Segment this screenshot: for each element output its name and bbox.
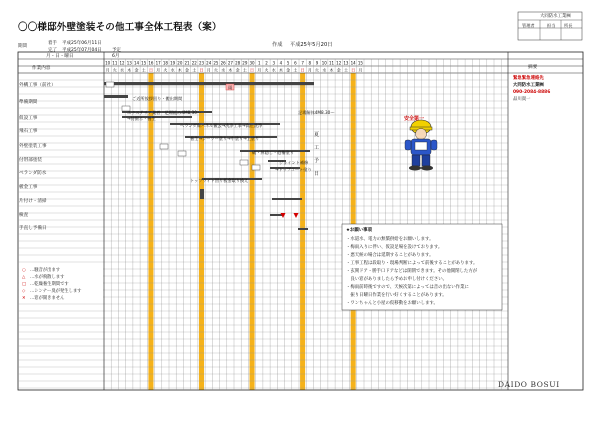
weekday: 月 [156, 67, 161, 73]
emergency-title: 緊急緊急連絡先 [513, 76, 544, 81]
rain-mark: 雨 [228, 85, 233, 90]
schedule-bar [200, 189, 204, 199]
holiday-column [300, 73, 305, 390]
bar-label: 破・鼻隠し・庭柵塗り [252, 150, 294, 155]
page-title: 〇〇様邸外壁塗装その他工事全体工程表（案） [18, 22, 222, 33]
notes-title: ★お願い事項 [346, 228, 372, 233]
day-number: 11 [328, 60, 335, 66]
schedule-bar [298, 228, 308, 230]
legend-mark: ✕ [22, 296, 26, 301]
day-number: 11 [112, 60, 118, 66]
weekday: 土 [242, 67, 247, 73]
inspection-marker [294, 213, 299, 218]
day-number: 17 [155, 60, 161, 66]
legend-mark: ○ [22, 268, 26, 273]
notes-line: 振り日曜日作業を行い好くすることがあります。 [346, 293, 447, 298]
notes-line: ・ワンちゃんと小屋の仮移動をお願いします。 [346, 301, 438, 306]
work-marker [252, 165, 260, 170]
day-number: 14 [133, 60, 140, 66]
bar-label: トップライト回り板金取り換え [190, 178, 249, 183]
work-item: 付帯部塗装 [19, 158, 42, 163]
bar-label: →持掘る・養生 [127, 116, 156, 121]
weekday: 日 [300, 67, 305, 73]
period-label: 期間 [18, 44, 27, 49]
bar-label: ご近所挨拶回り・搬出期間 [132, 96, 183, 101]
work-item: 外構工事（前社） [19, 83, 56, 88]
bar-label: ジョイント補修 [279, 160, 309, 165]
notes-line: ・工事工程は段取り・現場判断によって前後することがあります。 [346, 261, 478, 266]
day-number: 2 [265, 60, 268, 66]
day-number: 9 [315, 60, 319, 66]
day-number: 12 [336, 60, 342, 66]
start-date: 平成25年06月11日 [62, 41, 102, 46]
weekday: 日 [250, 67, 255, 73]
weekday: 金 [336, 67, 341, 73]
weekday: 土 [192, 67, 197, 73]
weekday: 水 [271, 67, 276, 73]
day-number: 13 [126, 60, 132, 66]
work-item: 板金工事 [19, 185, 38, 190]
stamp-label-chief: 所長 [564, 23, 573, 28]
day-number: 13 [343, 60, 349, 66]
notes-line: 良い窓がありましたら予めお申し付けください。 [346, 277, 447, 282]
legend-text: …乾燥養生期間です [30, 282, 69, 287]
day-number: 30 [249, 60, 255, 66]
day-number: 20 [177, 60, 183, 66]
end-date: 平成25年07月04日 [62, 48, 102, 53]
legend-text: …シンナー臭が発生します [30, 289, 82, 294]
day-number: 10 [105, 60, 111, 66]
weekday: 金 [185, 67, 190, 73]
weekday: 土 [343, 67, 348, 73]
day-number: 1 [258, 60, 261, 66]
bar-label: ベランダ床パネル撤去→洗浄工事→高圧洗浄 [180, 123, 263, 128]
bar-label: 養生→シーラー塗り→中塗り→上塗り [190, 136, 260, 141]
day-number: 25 [213, 60, 219, 66]
weekday: 火 [264, 67, 269, 73]
day-number: 21 [184, 60, 190, 66]
bar-label: 足場解体4M8.30～ [298, 110, 335, 115]
day-number: 16 [148, 60, 154, 66]
day-number: 7 [301, 60, 304, 66]
day-number: 3 [272, 60, 275, 66]
bar-label: →トップコート塗り [275, 167, 312, 172]
weekday: 日 [199, 67, 204, 73]
weekday: 金 [235, 67, 240, 73]
emergency-company: 大同防水工業㈱ [513, 83, 544, 88]
weekday: 火 [163, 67, 168, 73]
day-number: 4 [279, 60, 283, 66]
weekday: 水 [221, 67, 226, 73]
weekday: 日 [148, 67, 153, 73]
weekday: 水 [120, 67, 125, 73]
work-item: 検査 [19, 213, 29, 218]
vertical-note-char: 日 [314, 171, 320, 177]
day-number: 14 [350, 60, 356, 66]
schedule-bar [272, 198, 302, 200]
weekday: 水 [170, 67, 175, 73]
safety-sign-text: 安全第一 [404, 116, 425, 122]
work-marker [240, 160, 248, 165]
notes-line: ・梅雨入りに伴い、仮設足場を設けております。 [346, 245, 443, 250]
legend-text: …窓が開きません [30, 296, 65, 301]
month-label: 6月 [112, 54, 120, 59]
company-watermark: DAIDO BOSUI [498, 380, 560, 389]
remarks-label: 摘要 [528, 65, 538, 70]
schedule-bar [104, 82, 314, 85]
start-label: 着手 [48, 41, 57, 46]
weekday: 土 [141, 67, 146, 73]
weekday: 火 [112, 67, 117, 73]
legend-mark: ◇ [22, 289, 26, 294]
date-row-label: 月・日・曜日 [46, 54, 74, 59]
notes-line: ・玄関ドア・勝手口ドアなどは開閉できます。その他開閉した方が [346, 269, 478, 274]
weekday: 月 [358, 67, 363, 73]
weekday: 水 [322, 67, 327, 73]
day-number: 8 [308, 60, 312, 66]
end-label: 完了 [48, 48, 57, 53]
work-item: 準備期間 [19, 100, 38, 105]
weekday: 土 [293, 67, 298, 73]
day-number: 15 [141, 60, 147, 66]
day-number: 23 [198, 60, 205, 66]
weekday: 月 [307, 67, 312, 73]
weekday: 金 [286, 67, 291, 73]
legend-text: …水が飛散します [30, 275, 65, 280]
legend-mark: △ [22, 275, 26, 280]
day-number: 28 [235, 60, 241, 66]
day-number: 10 [321, 60, 327, 66]
weekday: 日 [351, 67, 356, 73]
weekday: 火 [315, 67, 320, 73]
day-number: 27 [227, 60, 233, 66]
notes-line: ・水道水、電力の無償供給をお願いします。 [346, 237, 434, 242]
work-item: 飛石工事 [19, 129, 38, 134]
holiday-column [199, 73, 204, 390]
weekday: 月 [257, 67, 262, 73]
weekday: 木 [177, 67, 182, 73]
stamp-label-staff: 担当 [547, 23, 556, 28]
day-number: 19 [170, 60, 176, 66]
work-marker [106, 82, 114, 87]
weekday: 木 [329, 67, 334, 73]
work-item: 手直し予備日 [19, 226, 47, 231]
weekday: 月 [105, 67, 110, 73]
work-item: 外壁塗装工事 [19, 144, 47, 149]
schedule-bar [104, 95, 128, 98]
item-column-label: 作業内容 [32, 66, 51, 71]
day-number: 6 [294, 60, 297, 66]
company-name: 大同防水工業㈱ [540, 14, 571, 19]
weekday: 月 [206, 67, 211, 73]
weekday: 木 [278, 67, 283, 73]
day-number: 15 [357, 60, 363, 66]
weekday: 木 [228, 67, 233, 73]
day-number: 29 [242, 60, 248, 66]
work-marker [160, 144, 168, 149]
day-number: 18 [162, 60, 168, 66]
weekday: 火 [213, 67, 218, 73]
emergency-person: 品川貴一 [513, 97, 531, 102]
day-number: 22 [191, 60, 197, 66]
work-marker [178, 151, 186, 156]
weekday: 木 [127, 67, 132, 73]
emergency-phone: 090-2084-8886 [513, 90, 551, 95]
day-number: 12 [119, 60, 125, 66]
day-number: 24 [206, 60, 212, 66]
created-label: 作成 [272, 42, 283, 48]
weekday: 金 [134, 67, 139, 73]
day-number: 5 [286, 60, 290, 66]
legend-text: …騒音が出ます [30, 268, 61, 273]
holiday-column [250, 73, 255, 390]
end-note: 予定 [112, 48, 121, 53]
stamp-label-manager: 管理者 [522, 23, 535, 28]
day-number: 26 [220, 60, 226, 66]
work-item: 仮設工事 [19, 116, 38, 121]
notes-line: ・梅雨前時後ですので、天候次第によっては音の出ない作業に [346, 285, 469, 290]
vertical-note-char: 夏 [314, 132, 320, 138]
notes-line: ・悪天候の場合は延期することがあります。 [346, 253, 434, 258]
created-date: 平成25年5月20日 [290, 42, 333, 48]
work-item: ベランダ防水 [19, 171, 47, 176]
vertical-note-char: 工 [314, 145, 320, 151]
legend-mark: □ [22, 282, 27, 287]
vertical-note-char: 予 [314, 158, 320, 164]
bar-label: エクステリア業者 足場組み4M8.30～ [127, 110, 202, 115]
work-item: 片付け・清掃 [19, 199, 47, 204]
